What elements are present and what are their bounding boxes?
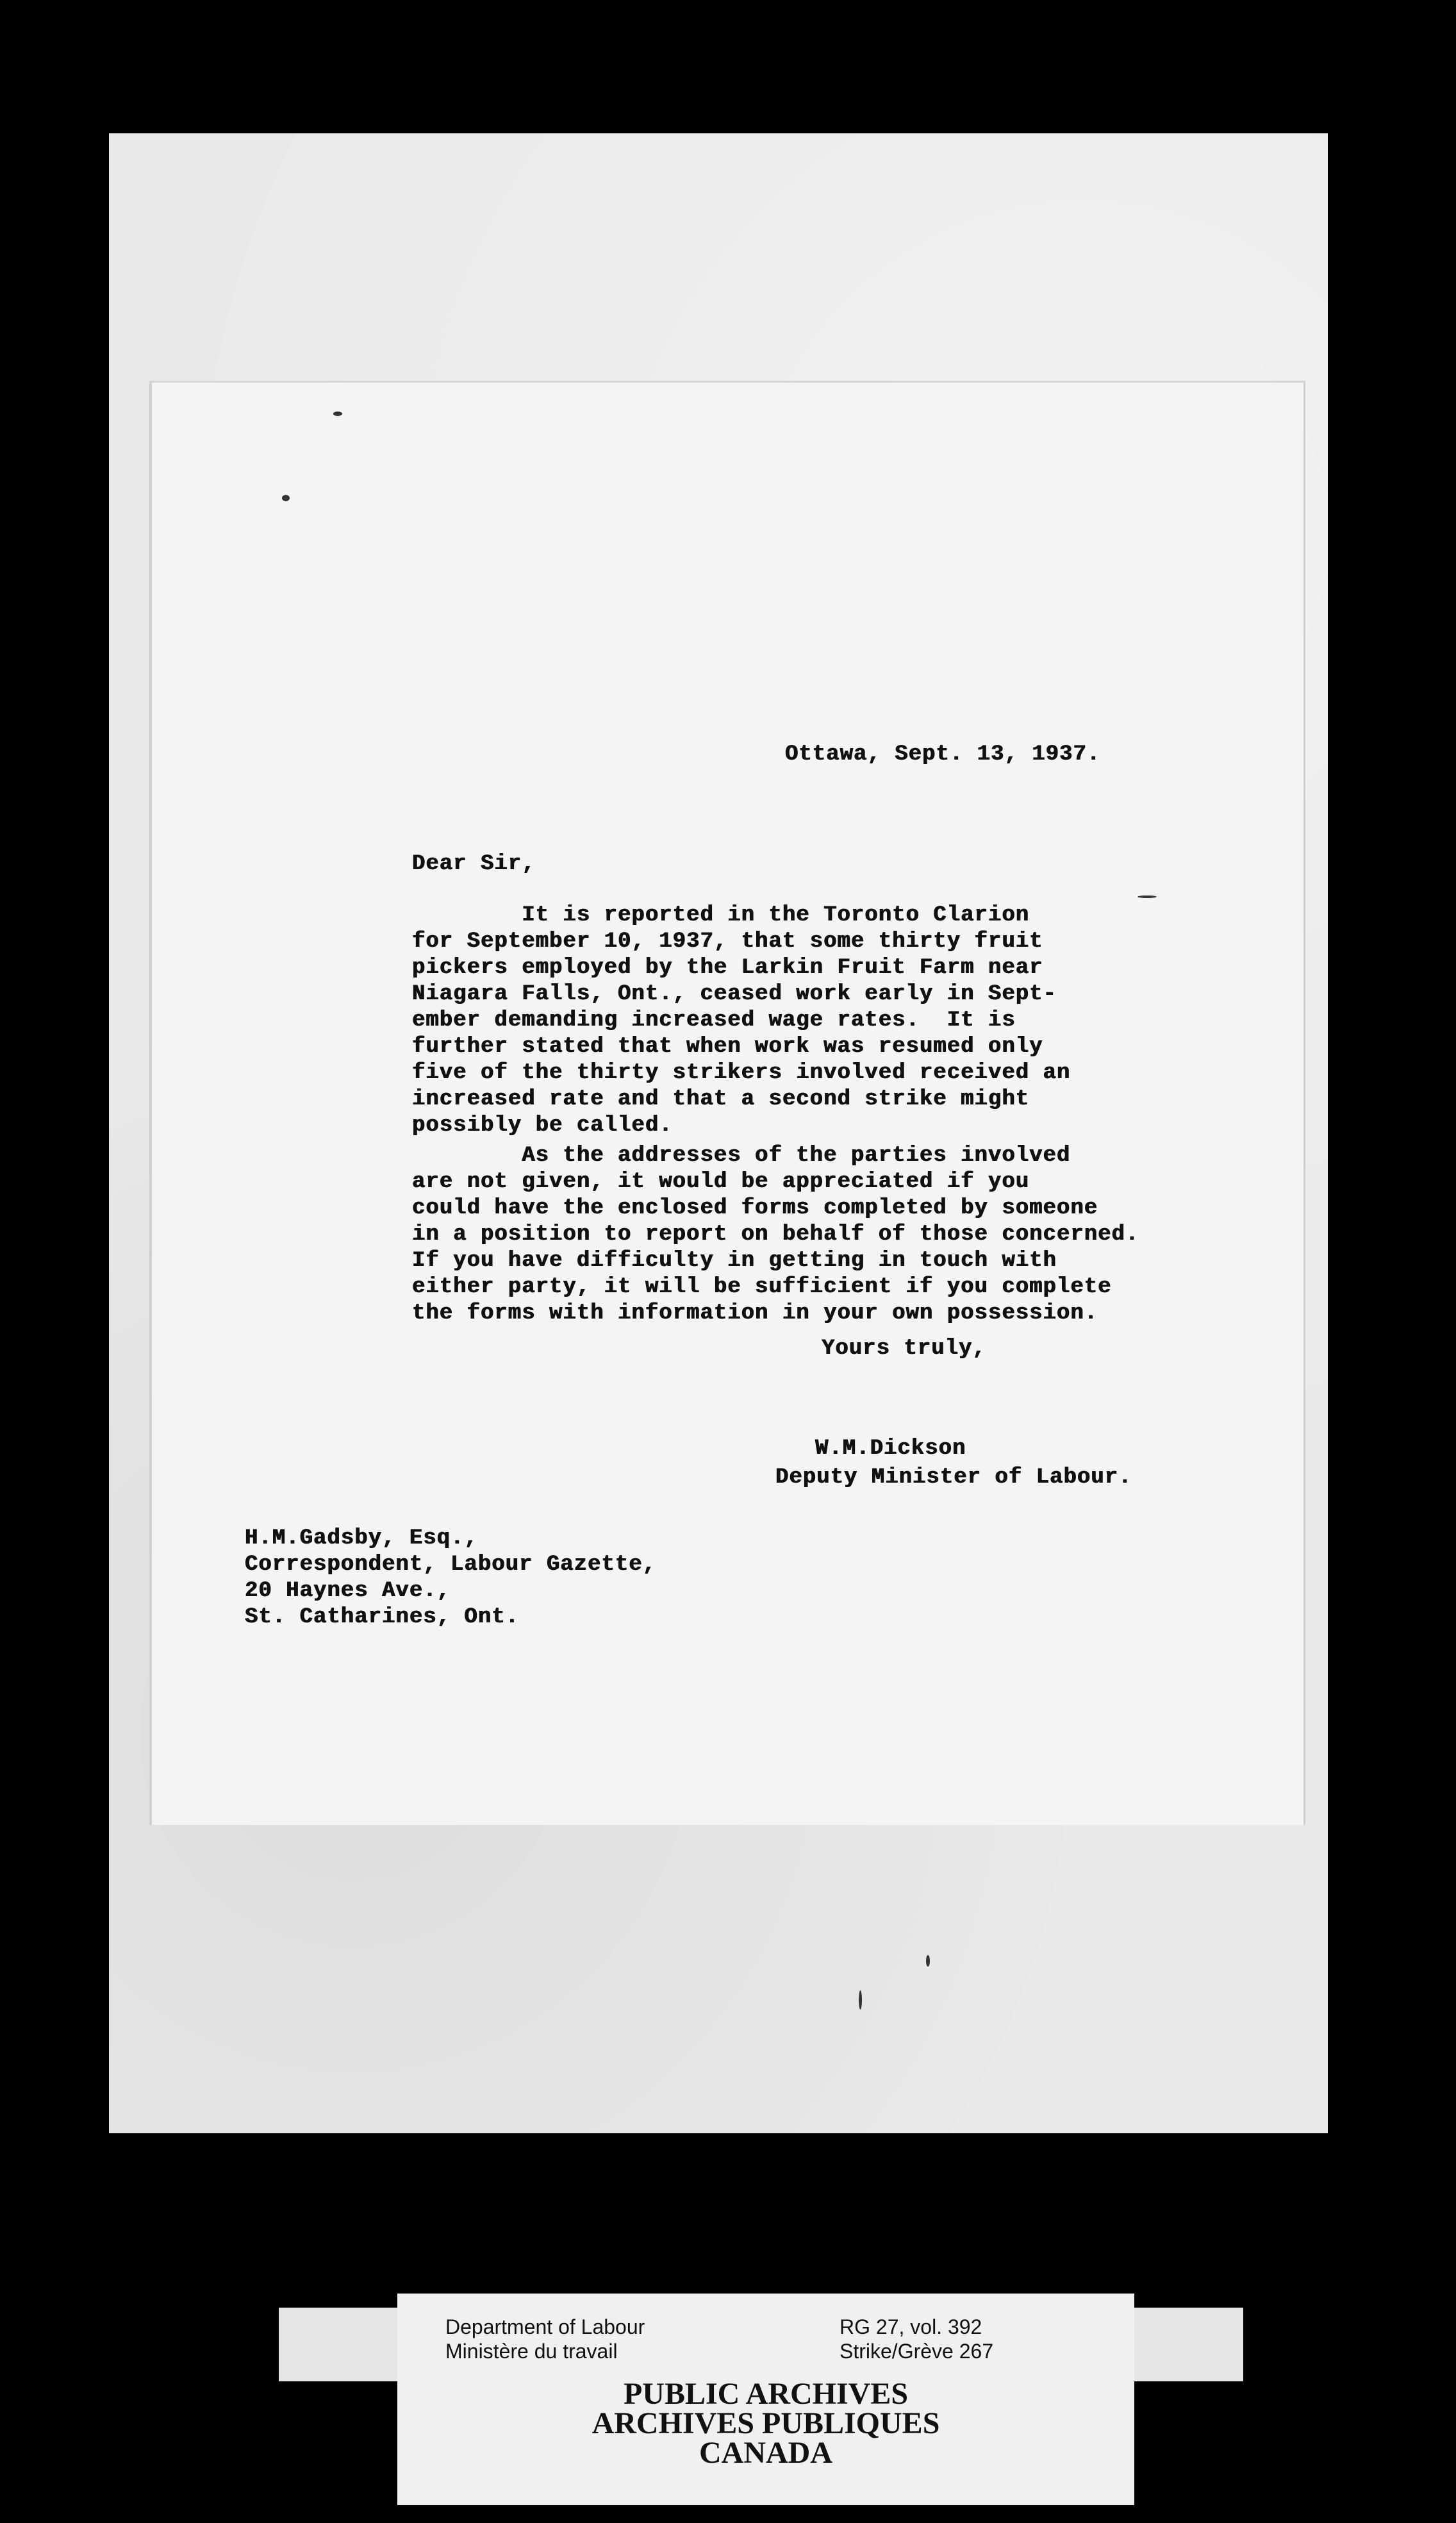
label-record-group: RG 27, vol. 392: [840, 2315, 982, 2338]
scan-speck: [926, 1955, 930, 1967]
scan-speck: [282, 495, 290, 501]
label-department-en: Department of Labour: [445, 2315, 645, 2338]
label-archives-publiques: ARCHIVES PUBLIQUES: [592, 2406, 940, 2440]
letter-date: Ottawa, Sept. 13, 1937.: [785, 742, 1101, 767]
signature-name: W.M.Dickson: [815, 1436, 966, 1461]
label-public-archives: PUBLIC ARCHIVES: [623, 2377, 909, 2411]
label-file-number: Strike/Grève 267: [840, 2340, 994, 2363]
scan-speck: [333, 412, 342, 416]
scan-speck: [859, 1990, 862, 2010]
body-paragraph-1: It is reported in the Toronto Clarion for September 10, 1937, that some thirty fruit pickers employed by the Larkin Fruit Farm near Niagara Falls, Ont., ceased work early in Sept- ember demanding increased wage rates. It is further stated that when work was resumed only five of the thirty strikers involved received an increased rate and that a second strike might possibly be called.: [412, 903, 1071, 1138]
closing: Yours truly,: [822, 1336, 986, 1361]
label-canada: CANADA: [699, 2436, 832, 2470]
label-department-fr: Ministère du travail: [445, 2340, 618, 2363]
signature-title: Deputy Minister of Labour.: [775, 1465, 1132, 1490]
recipient-address: H.M.Gadsby, Esq., Correspondent, Labour Gazette, 20 Haynes Ave., St. Catharines, Ont.: [245, 1526, 657, 1629]
body-paragraph-2: As the addresses of the parties involved are not given, it would be appreciated if you could have the enclosed forms completed by someone in a position to report on behalf of those concerned. If you have difficulty in getting in touch with either party, it will be sufficient if you complete the forms with information in your own possession.: [412, 1144, 1139, 1326]
scan-speck: [1138, 895, 1157, 898]
salutation: Dear Sir,: [412, 852, 536, 876]
